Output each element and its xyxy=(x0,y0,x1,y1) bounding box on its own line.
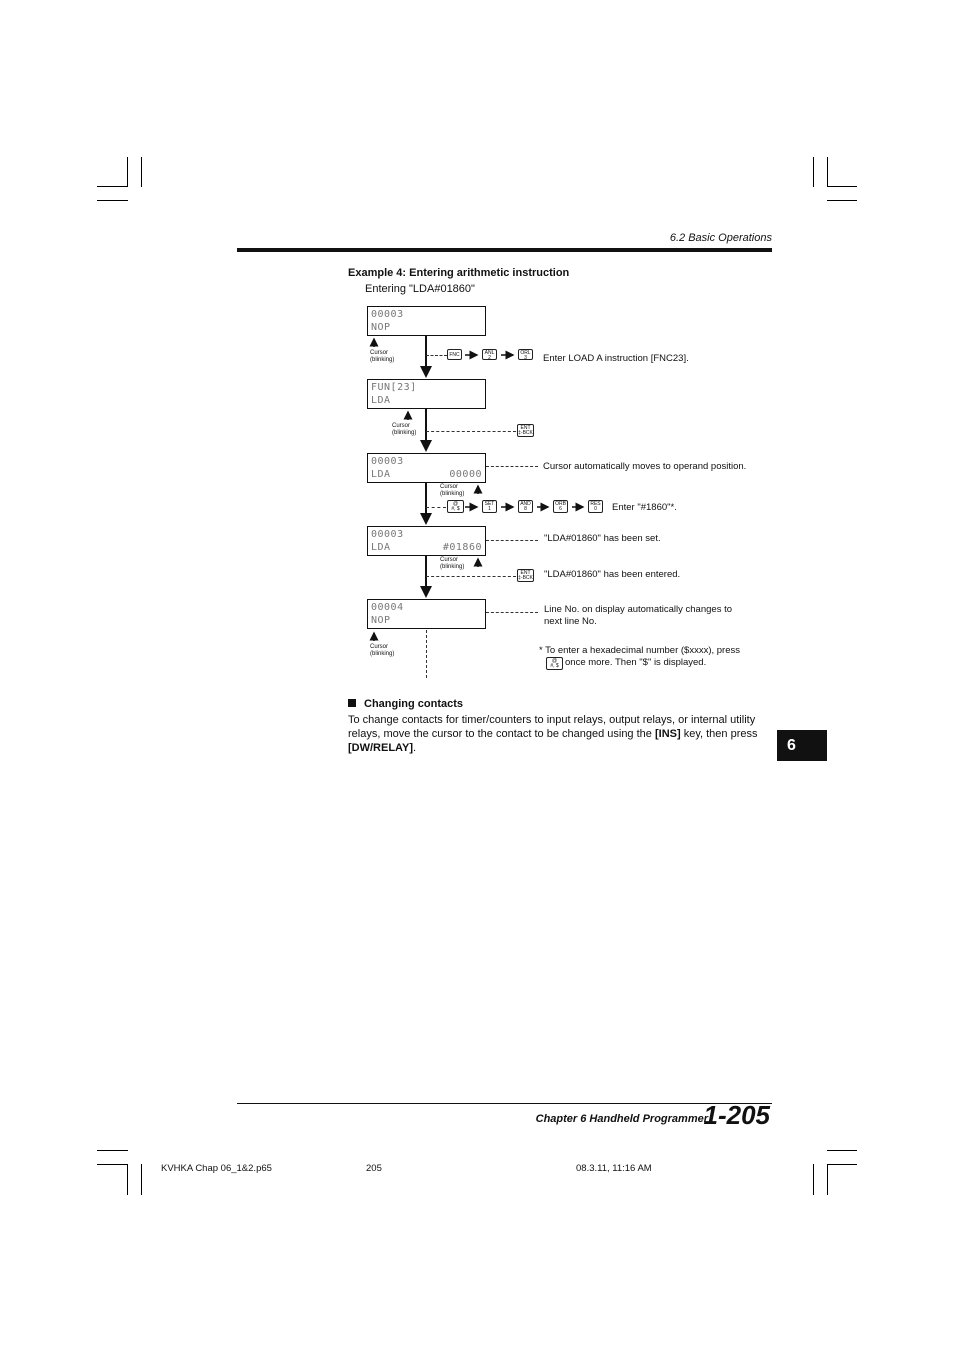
slug-page: 205 xyxy=(366,1163,382,1174)
lcd-display xyxy=(367,379,486,409)
step-note: Enter "#1860"*. xyxy=(612,502,677,513)
lcd-display xyxy=(367,526,486,556)
lcd-line2: LDA xyxy=(371,395,391,406)
dashed-connector xyxy=(426,507,446,508)
square-bullet-icon xyxy=(348,699,356,707)
step-note: "LDA#01860" has been set. xyxy=(544,533,661,544)
step-note: Cursor automatically moves to operand position. xyxy=(543,461,747,472)
lcd-line2: NOP xyxy=(371,615,391,626)
lcd-line1: 00003 xyxy=(371,309,404,320)
at-hash-dollar-key-icon: @ #, $ xyxy=(546,657,563,670)
footer-chapter: Chapter 6 Handheld Programmer xyxy=(535,1113,708,1125)
section-heading: Changing contacts xyxy=(348,698,463,710)
cursor-label: Cursor (blinking) xyxy=(440,557,465,570)
body-paragraph: To change contacts for timer/counters to input relays, output relays, or internal utility relays, move the cursor to the contact to be changed using the [INS] key, then press [DW/RELAY]. xyxy=(348,714,758,754)
cursor-label: Cursor (blinking) xyxy=(370,350,395,363)
step-note: Enter LOAD A instruction [FNC23]. xyxy=(543,353,689,364)
page-number: 1-205 xyxy=(703,1100,770,1130)
lcd-line1: 00004 xyxy=(371,602,404,613)
fnc-key-icon: FNC xyxy=(447,349,462,360)
lcd-line2: LDA xyxy=(371,542,391,553)
lcd-operand: #01860 xyxy=(442,542,482,553)
dashed-connector xyxy=(426,576,516,577)
lcd-display xyxy=(367,306,486,336)
lcd-line2: NOP xyxy=(371,322,391,333)
res-0-key-icon: RES 0 xyxy=(588,500,603,513)
lcd-display xyxy=(367,599,486,629)
crop-mark xyxy=(827,1150,857,1151)
crop-mark xyxy=(97,1164,128,1165)
example-subtitle: Entering "LDA#01860" xyxy=(365,283,475,295)
orb-6-key-icon: ORB 6 xyxy=(553,500,568,513)
at-hash-dollar-key-icon: @ #, $ xyxy=(447,500,464,513)
slug-filename: KVHKA Chap 06_1&2.p65 xyxy=(161,1163,272,1174)
footnote: * To enter a hexadecimal number ($xxxx), press once more. Then "$" is displayed. xyxy=(539,645,740,668)
section-header: 6.2 Basic Operations xyxy=(669,232,772,244)
lcd-line1: FUN[23] xyxy=(371,382,417,393)
slug-timestamp: 08.3.11, 11:16 AM xyxy=(576,1163,652,1174)
crop-mark xyxy=(827,1164,857,1165)
chapter-tab: 6 xyxy=(777,730,827,761)
dashed-connector xyxy=(426,630,427,678)
orl-3-key-icon: ORL 3 xyxy=(518,349,533,360)
crop-mark xyxy=(127,1164,128,1195)
crop-mark xyxy=(97,1150,128,1151)
crop-mark xyxy=(813,1164,814,1195)
step-note: Line No. on display automatically changes to next line No. xyxy=(544,604,733,627)
dashed-connector xyxy=(426,355,447,356)
dashed-connector xyxy=(486,612,538,613)
lcd-display xyxy=(367,453,486,483)
crop-mark xyxy=(827,1164,828,1195)
lcd-line1: 00003 xyxy=(371,529,404,540)
set-1-key-icon: SET 1 xyxy=(482,500,497,513)
ent-key-icon: ENT ‡-BCK xyxy=(518,570,533,581)
cursor-label: Cursor (blinking) xyxy=(370,644,395,657)
and-8-key-icon: AND 8 xyxy=(518,500,533,513)
lcd-line2: LDA xyxy=(371,469,391,480)
ent-key-icon: ENT ‡-BCK xyxy=(518,425,533,436)
lcd-operand: 00000 xyxy=(449,469,482,480)
example-title: Example 4: Entering arithmetic instruction xyxy=(348,267,570,279)
dashed-connector xyxy=(426,431,516,432)
dashed-connector xyxy=(486,466,538,467)
anl-2-key-icon: ANL 2 xyxy=(482,349,497,360)
lcd-line1: 00003 xyxy=(371,456,404,467)
crop-mark xyxy=(141,1164,142,1195)
step-note: "LDA#01860" has been entered. xyxy=(544,569,681,580)
cursor-label: Cursor (blinking) xyxy=(392,423,417,436)
footer-rule xyxy=(237,1103,772,1104)
dashed-connector xyxy=(486,540,538,541)
cursor-label: Cursor (blinking) xyxy=(440,484,465,497)
